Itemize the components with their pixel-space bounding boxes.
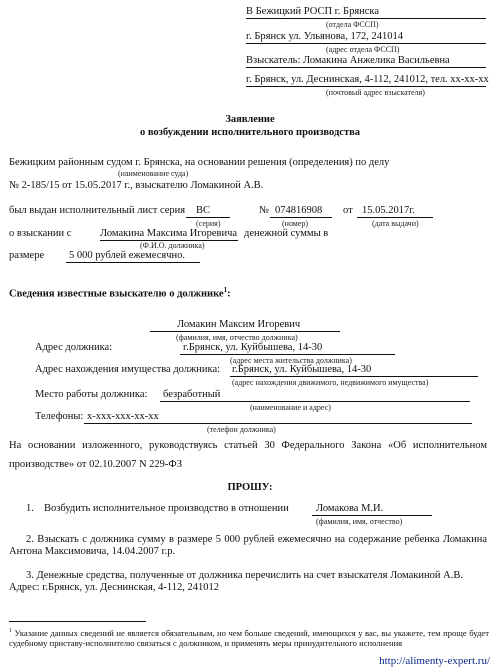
debtor-short-name: Ломакина Максима Игоревича (100, 228, 238, 239)
divider (246, 86, 486, 87)
divider (150, 331, 340, 332)
work-value: безработный (163, 389, 221, 400)
court-line: Бежицким районным судом г. Брянска, на основании решения (определения) по делу (9, 157, 390, 168)
debtor-address-caption: (адрес места жительства должника) (230, 356, 352, 365)
divider (270, 217, 332, 218)
case-line: № 2-185/15 от 15.05.2017 г., взыскателю Ломакиной А.В. (9, 180, 264, 191)
footnote-text: Указание данных сведений не является обязательным, но чем больше сведений, имеющихся у вас, вы укажете, тем проще будет судебному приставу-исполнителю связаться с должником, и применять меры принудительного исполнения (9, 627, 489, 648)
recovery-label: о взыскании с (9, 228, 72, 239)
divider (180, 354, 395, 355)
document-subtitle: о возбуждении исполнительного производства (139, 127, 361, 138)
money-label: денежной суммы в (244, 228, 329, 239)
debtor-name-caption: (фамилия, имя, отчество должника) (176, 333, 298, 342)
request-item-1-number: 1. (26, 503, 34, 514)
request-item-1-value: Ломакова М.И. (316, 503, 384, 514)
request-item-3-line-2: Адрес: г.Брянск, ул. Деснинская, 4-112, 241012 (9, 582, 219, 593)
divider (84, 423, 472, 424)
basis-line-2: производстве» от 02.10.2007 N 229-ФЗ (9, 459, 182, 470)
divider (357, 217, 433, 218)
date-caption: (дата выдачи) (372, 219, 419, 228)
request-item-2-line-2: Антона Максимовича, 14.04.2007 г.р. (9, 546, 176, 557)
debtor-full-name: Ломакин Максим Игоревич (177, 319, 301, 330)
property-address-caption: (адрес нахождения движимого, недвижимого имущества) (232, 378, 429, 387)
footnote-separator (9, 621, 146, 622)
divider (312, 515, 432, 516)
property-address: г.Брянск, ул. Куйбышева, 14-30 (232, 364, 372, 375)
writ-date: 15.05.2017г. (362, 205, 415, 216)
number-caption: (номер) (282, 219, 309, 228)
divider (66, 262, 200, 263)
phone-caption: (телефон должника) (207, 425, 276, 434)
phone-value: х-ххх-ххх-хх-хх (87, 411, 159, 422)
footnote (9, 626, 489, 648)
divider (230, 376, 478, 377)
debtor-info-heading: Сведения известные взыскателю о должнике$^1$: (9, 286, 231, 300)
writ-number-label: № (259, 205, 270, 216)
claimant-address-caption: (почтовый адрес взыскателя) (326, 88, 425, 97)
debtor-caption: (Ф.И.О. должника) (140, 241, 205, 250)
amount: 5 000 рублей ежемесячно. (69, 250, 185, 261)
size-label: размере (9, 250, 45, 261)
writ-date-label: от (343, 205, 353, 216)
divider (246, 43, 486, 44)
footnote-number: 1 (9, 628, 12, 634)
divider (160, 401, 470, 402)
series-caption: (серия) (196, 219, 221, 228)
footnote-mark: 1 (223, 286, 228, 294)
claimant-address: г. Брянск, ул. Деснинская, 4-112, 241012, тел. хх-хх-хх (246, 74, 489, 85)
court-caption: (наименование суда) (118, 169, 189, 178)
request-heading: ПРОШУ: (227, 482, 273, 493)
work-label: Место работы должника: (35, 389, 148, 400)
writ-issued-label: был выдан исполнительный лист серия (9, 205, 186, 216)
office-address-caption: (адрес отдела ФССП) (326, 45, 400, 54)
basis-line-1: На основании изложенного, руководствуясь статьей 30 Федерального Закона «Об исполнительном (9, 440, 487, 451)
request-item-1-caption: (фамилия, имя, отчество) (316, 517, 403, 526)
request-item-3-line-1: 3. Денежные средства, полученные от должника перечислить на счет взыскателя Ломакиной А.В. (26, 570, 463, 581)
request-item-1-text: Возбудить исполнительное производство в отношении (44, 503, 289, 514)
office-address: г. Брянск ул. Ульянова, 172, 241014 (246, 31, 403, 42)
claimant-name: Взыскатель: Ломакина Анжелика Васильевна (246, 55, 450, 66)
writ-series: ВС (196, 205, 211, 216)
source-link[interactable]: http://alimenty-expert.ru/ (379, 655, 490, 667)
divider (246, 18, 486, 19)
phone-label: Телефоны: (35, 411, 84, 422)
writ-number: 074816908 (275, 205, 323, 216)
property-address-label: Адрес нахождения имущества должника: (35, 364, 221, 375)
divider (246, 67, 486, 68)
bailiff-office-caption: (отдела ФССП) (326, 20, 379, 29)
divider (186, 217, 230, 218)
document-title: Заявление (225, 114, 275, 125)
bailiff-office: В Бежицкий РОСП г. Брянска (246, 6, 380, 17)
work-caption: (наименование и адрес) (250, 403, 331, 412)
debtor-address-label: Адрес должника: (35, 342, 113, 353)
debtor-address: г.Брянск, ул. Куйбышева, 14-30 (183, 342, 323, 353)
request-item-2-line-1: 2. Взыскать с должника сумму в размере 5 000 рублей ежемесячно на содержание ребенка Ломакина (26, 534, 487, 545)
